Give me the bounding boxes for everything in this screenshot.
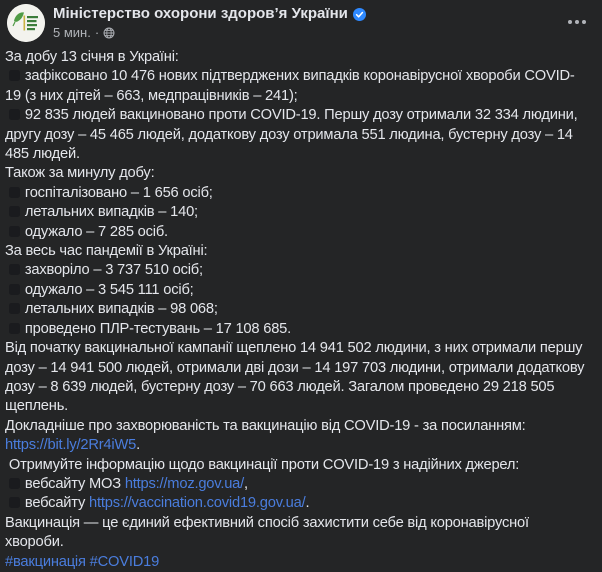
post-text: Вакцинація — це єдиний ефективний спосіб захистити себе від коронавірусної хвороби. [5, 514, 533, 551]
post-text: одужало – 7 285 осіб. [21, 223, 168, 240]
post-paragraph [5, 106, 588, 164]
bullet-square-icon [9, 478, 20, 489]
post-paragraph [5, 223, 588, 242]
post-paragraph [5, 475, 588, 494]
bullet-square-icon [9, 109, 20, 120]
post-text: . [136, 437, 140, 454]
post-text: Також за минулу добу: [5, 165, 155, 182]
post-text: вебсайту МОЗ [21, 475, 125, 492]
bullet-square-icon [9, 70, 20, 81]
post-meta [53, 25, 366, 40]
page-name-link[interactable]: Міністерство охорони здоров’я України [53, 5, 348, 22]
post-paragraph [5, 417, 588, 436]
post-timestamp[interactable]: 5 мин. [53, 25, 91, 40]
post-text: зафіксовано 10 476 нових підтверджених випадків коронавірусної хвороби COVID-19 (з них дітей – 663, медпрацівників – 241); [5, 68, 575, 104]
bullet-square-icon [9, 303, 20, 314]
hashtag-link[interactable]: #COVID19 [89, 553, 160, 570]
bullet-square-icon [9, 206, 20, 217]
meta-separator: · [94, 25, 100, 40]
more-options-button[interactable] [566, 14, 588, 30]
post-paragraph [5, 67, 588, 106]
post-text: летальних випадків – 98 068; [21, 301, 218, 318]
header-info [53, 4, 366, 40]
moz-ukraine-logo [7, 4, 45, 42]
verified-badge-icon [353, 8, 366, 21]
page-avatar[interactable] [7, 4, 45, 42]
post-paragraph [5, 184, 588, 203]
post-text: 92 835 людей вакциновано проти COVID-19. Першу дозу отримали 32 334 людини, другу дозу – 45 465 людей, додаткову дозу отримала 551 людина, бустерну дозу – 14 485 людей. [5, 107, 582, 163]
post-text: Докладніше про захворюваність та вакцинацію від COVID-19 - за посиланням: [5, 417, 526, 434]
bullet-square-icon [9, 323, 20, 334]
name-row [53, 5, 366, 22]
bullet-square-icon [9, 226, 20, 237]
post-text: За весь час пандемії в Україні: [5, 243, 208, 260]
bullet-square-icon [9, 187, 20, 198]
post-paragraph [5, 320, 588, 339]
more-options-icon [575, 20, 579, 24]
post-text: За добу 13 січня в Україні: [5, 49, 179, 65]
more-options-icon [568, 20, 572, 24]
post-paragraph [5, 339, 588, 417]
post-link[interactable]: https://vaccination.covid19.gov.ua/ [89, 495, 306, 512]
post-paragraph [5, 494, 588, 513]
post-text: Від початку вакцинальної кампанії щеплено 14 941 502 людини, з них отримали першу дозу – 14 941 500 людей, отримали дві дози – 14 197 703 людини, отримали додаткову дозу – 8 639 людей, бустерну дозу – 70 663 людей. Загалом проведено 29 218 505 щеплень. [5, 340, 589, 415]
post-text: госпіталізовано – 1 656 осіб; [21, 184, 213, 201]
post-text: летальних випадків – 140; [21, 204, 198, 221]
post-text-container [0, 44, 602, 572]
post-paragraph [5, 203, 588, 222]
post-text: Отримуйте інформацію щодо вакцинації проти COVID-19 з надійних джерел: [5, 456, 520, 473]
post-link[interactable]: https://moz.gov.ua/ [124, 475, 245, 492]
bullet-square-icon [9, 497, 20, 508]
hashtag-link[interactable]: #вакцинація [5, 553, 86, 570]
post-paragraph [5, 164, 588, 183]
post-paragraph [5, 436, 588, 455]
post-paragraph [5, 300, 588, 319]
post-text: проведено ПЛР-тестувань – 17 108 685. [21, 320, 292, 337]
bullet-square-icon [9, 264, 20, 275]
post-paragraph [5, 514, 588, 553]
post-text: . [305, 495, 310, 512]
post-text: захворіло – 3 737 510 осіб; [21, 262, 203, 279]
post-text: вебсайту [21, 495, 90, 512]
post-paragraph [5, 261, 588, 280]
post-paragraph [5, 456, 588, 475]
globe-icon [103, 27, 115, 39]
post-paragraph [5, 48, 588, 67]
post-paragraph [5, 281, 588, 300]
post-header [0, 0, 602, 44]
post-text: одужало – 3 545 111 осіб; [21, 281, 194, 298]
bullet-square-icon [9, 284, 20, 295]
more-options-icon [582, 20, 586, 24]
post-paragraph [5, 553, 588, 572]
post-link[interactable]: https://bit.ly/2Rr4iW5 [5, 437, 137, 454]
post-paragraph [5, 242, 588, 261]
post-text: , [244, 475, 248, 492]
